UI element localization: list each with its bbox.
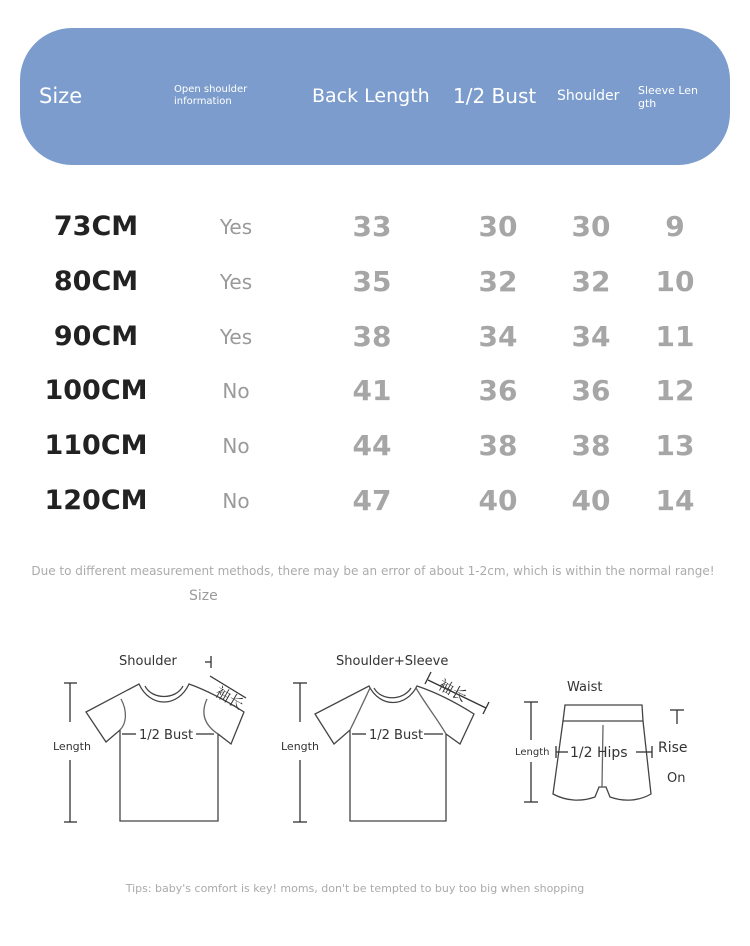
bust-label: 1/2 Bust (369, 728, 424, 743)
size-caption: Size (189, 588, 218, 604)
length-label: Length (515, 747, 550, 758)
open-shoulder-cell: No (222, 434, 250, 458)
sleeve-length-cell: 11 (655, 320, 695, 353)
shoulder-cell: 40 (571, 484, 611, 517)
sleeve-length-cell: 10 (655, 265, 695, 298)
header-half-bust: 1/2 Bust (453, 84, 537, 108)
sleeve-length-cell: 14 (655, 484, 695, 517)
back-length-cell: 35 (352, 265, 392, 298)
length-label: Length (281, 740, 319, 753)
half-bust-cell: 40 (478, 484, 518, 517)
bust-label: 1/2 Bust (139, 728, 194, 743)
sleeve-label: 袖长 (435, 675, 471, 706)
open-shoulder-cell: No (222, 489, 250, 513)
size-cell: 120CM (44, 485, 148, 516)
back-length-cell: 38 (352, 320, 392, 353)
shorts-waistband (563, 705, 643, 721)
size-cell: 90CM (53, 321, 139, 352)
back-length-cell: 47 (352, 484, 392, 517)
shoulder-sleeve-label: Shoulder+Sleeve (336, 654, 449, 669)
header-open-shoulder: Open shoulder information (174, 84, 248, 107)
shoulder-cell: 32 (571, 265, 611, 298)
tshirt-outline (86, 684, 244, 821)
header-size: Size (39, 84, 83, 108)
waist-label: Waist (567, 680, 603, 695)
shoulder-cell: 30 (571, 210, 611, 243)
on-label: On (667, 771, 686, 786)
half-bust-cell: 36 (478, 374, 518, 407)
back-length-cell: 33 (352, 210, 392, 243)
tshirt-collar (145, 686, 183, 697)
back-length-cell: 44 (352, 429, 392, 462)
tshirt-armhole-right (204, 699, 218, 734)
shoulder-cell: 38 (571, 429, 611, 462)
shoulder-label: Shoulder (119, 654, 177, 669)
half-bust-cell: 34 (478, 320, 518, 353)
tshirt-armhole-left (120, 699, 125, 730)
measurement-note: Due to different measurement methods, there may be an error of about 1-2cm, which is within the normal range! (31, 564, 715, 578)
size-cell: 80CM (53, 266, 139, 297)
tshirt-outline (315, 686, 474, 821)
size-cell: 110CM (44, 430, 148, 461)
header-back-length: Back Length (312, 85, 430, 107)
open-shoulder-cell: Yes (219, 215, 253, 239)
sleeve-length-cell: 13 (655, 429, 695, 462)
open-shoulder-cell: Yes (219, 325, 253, 349)
rise-label: Rise (658, 740, 688, 756)
header-sleeve-length: Sleeve Length (638, 84, 699, 110)
open-shoulder-cell: Yes (219, 270, 253, 294)
shoulder-cell: 36 (571, 374, 611, 407)
half-bust-cell: 30 (478, 210, 518, 243)
open-shoulder-cell: No (222, 379, 250, 403)
sleeve-length-cell: 12 (655, 374, 695, 407)
half-bust-cell: 38 (478, 429, 518, 462)
size-cell: 73CM (53, 211, 139, 242)
shopping-tip: Tips: baby's comfort is key! moms, don't be tempted to buy too big when shopping (125, 882, 585, 895)
header-shoulder: Shoulder (557, 88, 620, 104)
tshirt-collar (374, 688, 411, 698)
sleeve-label: 袖长 (212, 682, 247, 714)
size-cell: 100CM (44, 375, 148, 406)
hips-label: 1/2 Hips (570, 745, 628, 761)
back-length-cell: 41 (352, 374, 392, 407)
half-bust-cell: 32 (478, 265, 518, 298)
sleeve-length-cell: 9 (665, 210, 685, 243)
length-label: Length (53, 740, 91, 753)
shoulder-cell: 34 (571, 320, 611, 353)
